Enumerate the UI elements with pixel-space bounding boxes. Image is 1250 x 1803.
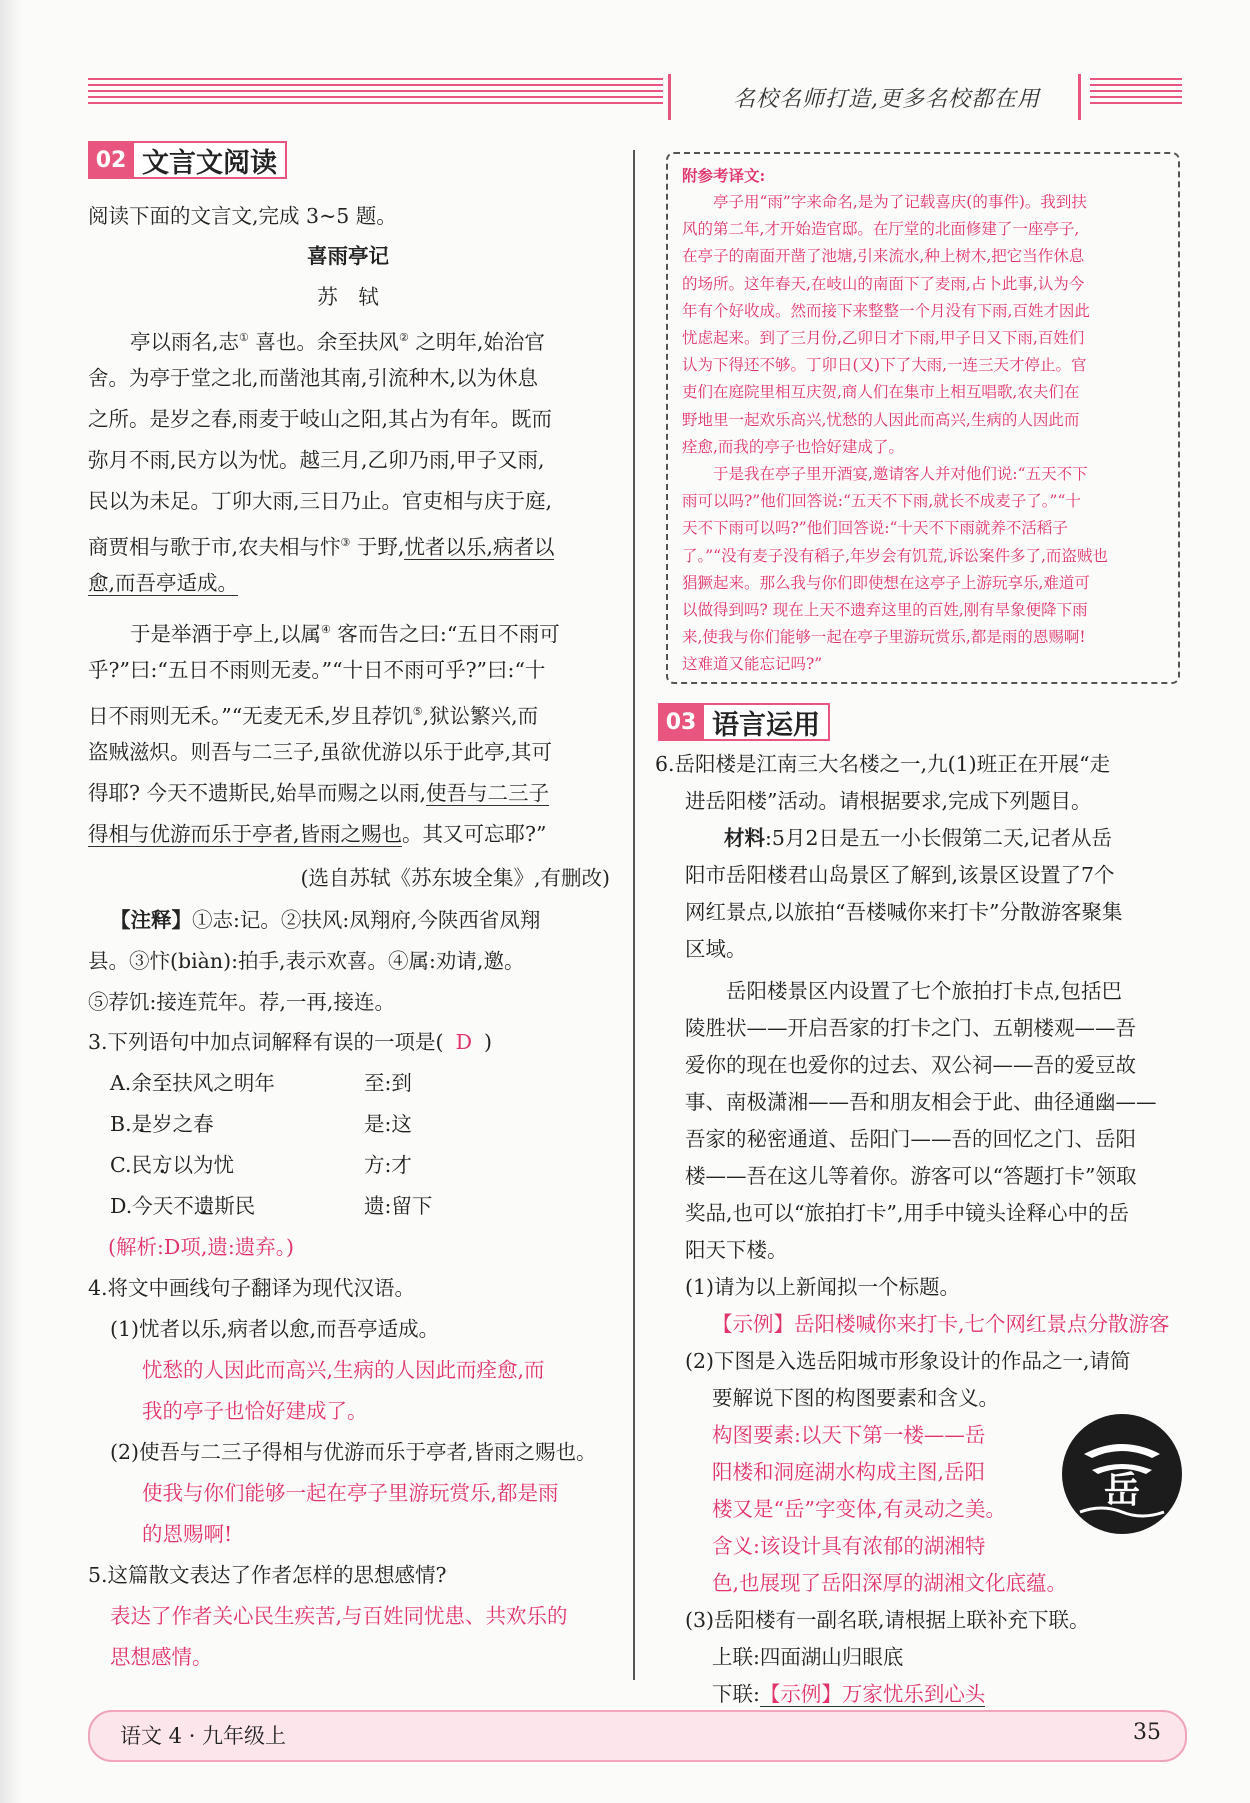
reference-line: 了。”“没有麦子没有稻子,年岁会有饥荒,诉讼案件多了,而盗贼也: [682, 546, 1108, 565]
q6-body-line: 爱你的现在也爱你的过去、双公祠——吾的爱豆故: [685, 1053, 1136, 1077]
material-label: 材料: [724, 826, 765, 850]
reference-line: 的场所。这年春天,在岐山的南面下了麦雨,占卜此事,认为今: [682, 274, 1085, 293]
reference-line: 雨可以吗?”他们回答说:“五天不下雨,就长不成麦子了。”“十: [682, 492, 1081, 511]
couplet-lower-answer: 【示例】万家忧乐到心头: [759, 1682, 986, 1706]
passage-line: 商贾相与歌于市,农夫相与忭③ 于野,忧者以乐,病者以: [88, 534, 555, 559]
notes-label: 【注释】: [110, 908, 192, 932]
q6-material-line: 区域。: [685, 937, 747, 961]
header-slogan: 名校名师打造,更多名校都在用: [733, 87, 1040, 112]
passage-line: 之所。是岁之春,雨麦于岐山之阳,其占为有年。既而: [88, 407, 553, 431]
reference-line: 吏们在庭院里相互庆贺,商人们在集市上相互唱歌,农夫们在: [682, 383, 1080, 402]
reference-line: 风的第二年,才开始造官邸。在厅堂的北面修建了一座亭子,: [682, 220, 1080, 239]
notes-line: 【注释】①志:记。②扶风:凤翔府,今陕西省凤翔: [110, 908, 541, 932]
q4-answer2-line: 的恩赐啊!: [142, 1522, 233, 1546]
section-title: 语言运用: [704, 703, 830, 741]
section-03-heading: [658, 702, 830, 742]
q3-option-c: C.民方以为忧: [110, 1153, 234, 1177]
reference-line: 忧虑起来。到了三月份,乙卯日才下雨,甲子日又下雨,百姓们: [682, 329, 1085, 347]
header-divider-right: [1078, 74, 1081, 120]
svg-text:岳: 岳: [1103, 1469, 1141, 1511]
underlined-sentence-1b: 愈,而吾亭适成。: [88, 571, 239, 595]
reference-line: 痊愈,而我的亭子也恰好建成了。: [682, 437, 904, 456]
section-title: 文言文阅读: [134, 141, 287, 179]
passage-line: 亭以雨名,志① 喜也。余至扶风② 之明年,始治官: [130, 329, 545, 354]
reference-line: 亭子用“雨”字来命名,是为了记载喜庆(的事件)。我到扶: [682, 193, 1087, 211]
underlined-sentence-2b: 得相与优游而乐于亭者,皆雨之赐也: [88, 822, 403, 846]
notes-line: 县。③忭(biàn):拍手,表示欢喜。④属:劝请,邀。: [88, 949, 525, 973]
q6-body-line: 吾家的秘密通道、岳阳门——吾的回忆之门、岳阳: [685, 1127, 1136, 1151]
section-02-heading: [88, 140, 287, 180]
q4-answer1-line: 我的亭子也恰好建成了。: [142, 1399, 368, 1423]
reference-line: 这难道又能忘记吗?”: [682, 655, 823, 674]
q4-sub1: (1)忧者以乐,病者以愈,而吾亭适成。: [110, 1317, 440, 1341]
q6-material-line: 材料:5月2日是五一小长假第二天,记者从岳: [724, 826, 1113, 850]
passage-line: 于是举酒于亭上,以属④ 客而告之曰:“五日不雨可: [130, 621, 560, 646]
q4-answer1-line: 忧愁的人因此而高兴,生病的人因此而痊愈,而: [142, 1358, 545, 1382]
q3-gloss-d: 遗:留下: [364, 1194, 433, 1218]
q6-sub2-line: 要解说下图的构图要素和含义。: [712, 1386, 999, 1410]
passage-line: 得耶? 今天不遗斯民,始旱而赐之以雨,使吾与二三子: [88, 781, 550, 805]
reference-line: 认为下得还不够。丁卯日(又)下了大雨,一连三天才停止。官: [682, 356, 1087, 375]
reference-line: 天不下雨可以吗?”他们回答说:“十天不下雨就养不活稻子: [682, 519, 1068, 538]
passage-author: 苏 轼: [317, 285, 379, 309]
reference-line: 在亭子的南面开凿了池塘,引来流水,种上树木,把它当作休息: [682, 247, 1085, 266]
q3-gloss-b: 是:这: [364, 1112, 412, 1136]
reference-line: 猖獗起来。那么我与你们即使想在这亭子上游玩享乐,难道可: [682, 573, 1090, 592]
q5-answer-line: 思想感情。: [110, 1645, 213, 1669]
couplet-upper: 上联:四面湖山归眼底: [712, 1645, 904, 1669]
q3-answer: D: [455, 1030, 472, 1054]
passage-source: (选自苏轼《苏东坡全集》,有删改): [300, 866, 610, 890]
header-stripes-left: [88, 78, 663, 106]
header-divider-left: [668, 74, 671, 120]
footer-book-title: 语文 4 · 九年级上: [120, 1724, 287, 1748]
reference-line: 来,使我与你们能够一起在亭子里游玩赏乐,都是雨的恩赐啊!: [682, 628, 1086, 647]
q6-body-line: 事、南极潇湘——吾和朋友相会于此、曲径通幽——: [685, 1090, 1157, 1114]
q3-option-a: A.余至扶风之明年: [110, 1071, 275, 1095]
section-number: 03: [658, 703, 704, 741]
q3-explanation: (解析:D项,遗:遗弃。): [108, 1235, 295, 1259]
passage-line: 乎?”曰:“五日不雨则无麦。”“十日不雨可乎?”曰:“十: [88, 658, 546, 682]
q6-body-line: 岳阳楼景区内设置了七个旅拍打卡点,包括巴: [685, 979, 1123, 1003]
reference-line: 于是我在亭子里开酒宴,邀请客人并对他们说:“五天不下: [682, 465, 1088, 483]
passage-line: 日不雨则无禾。”“无麦无禾,岁且荐饥⑤,狱讼繁兴,而: [88, 703, 539, 728]
reference-label: 附参考译文:: [682, 166, 766, 185]
reference-line: 野地里一起欢乐高兴,忧愁的人因此而高兴,生病的人因此而: [682, 410, 1080, 429]
pavilion-wave-icon: [1062, 1414, 1182, 1534]
passage-line: 舍。为亭于堂之北,而凿池其南,引流种木,以为休息: [88, 366, 539, 390]
q6-stem-line: 进岳阳楼”活动。请根据要求,完成下列题目。: [685, 789, 1092, 813]
underlined-sentence-2a: 使吾与二三子: [426, 781, 550, 805]
q3-option-d: D.今天不遗斯民: [110, 1194, 256, 1218]
q3-option-b: B.是岁之春: [110, 1112, 214, 1136]
q6-answer2-line: 构图要素:以天下第一楼——岳: [712, 1423, 986, 1447]
underlined-sentence-1a: 忧者以乐,病者以: [404, 534, 555, 559]
q4-stem: 4.将文中画线句子翻译为现代汉语。: [88, 1276, 416, 1300]
q3-stem: 3.下列语句中加点词解释有误的一项是( D ): [88, 1030, 492, 1054]
q5-stem: 5.这篇散文表达了作者怎样的思想感情?: [88, 1563, 447, 1587]
passage-line: [88, 563, 238, 604]
q3-gloss-a: 至:到: [364, 1071, 412, 1095]
q6-body-line: 阳天下楼。: [685, 1238, 788, 1262]
passage-title: 喜雨亭记: [307, 244, 389, 268]
q6-answer2-line: 色,也展现了岳阳深厚的湖湘文化底蕴。: [712, 1571, 1068, 1595]
intro-text: 阅读下面的文言文,完成 3~5 题。: [88, 204, 397, 228]
q6-body-line: 奖品,也可以“旅拍打卡”,用手中镜头诠释心中的岳: [685, 1201, 1129, 1225]
page-edge-shadow: [0, 0, 22, 1803]
couplet-lower: 下联:【示例】万家忧乐到心头: [712, 1682, 986, 1706]
q6-sub2-line: (2)下图是入选岳阳城市形象设计的作品之一,请简: [685, 1349, 1131, 1373]
q6-answer2-line: 楼又是“岳”字变体,有灵动之美。: [712, 1497, 1006, 1521]
q3-gloss-c: 方:才: [364, 1153, 412, 1177]
notes-line: ⑤荐饥:接连荒年。荐,一再,接连。: [88, 990, 395, 1014]
q6-answer2-line: 阳楼和洞庭湖水构成主图,岳阳: [712, 1460, 986, 1484]
q6-answer2-line: 含义:该设计具有浓郁的湖湘特: [712, 1534, 986, 1558]
reference-line: 年有个好收成。然而接下来整整一个月没有下雨,百姓才因此: [682, 301, 1090, 320]
q6-material-line: 阳市岳阳楼君山岛景区了解到,该景区设置了7个: [685, 863, 1115, 887]
q4-sub2: (2)使吾与二三子得相与优游而乐于亭者,皆雨之赐也。: [110, 1440, 597, 1464]
passage-line: 民以为未足。丁卯大雨,三日乃止。官吏相与庆于庭,: [88, 489, 553, 513]
page-number: 35: [1133, 1720, 1161, 1745]
q6-sub1: (1)请为以上新闻拟一个标题。: [685, 1275, 961, 1299]
q4-answer2-line: 使我与你们能够一起在亭子里游玩赏乐,都是雨: [142, 1481, 559, 1505]
passage-line: 得相与优游而乐于亭者,皆雨之赐也。其又可忘耶?”: [88, 822, 547, 846]
q6-stem-line: 6.岳阳楼是江南三大名楼之一,九(1)班正在开展“走: [655, 752, 1111, 776]
q5-answer-line: 表达了作者关心民生疾苦,与百姓同忧患、共欢乐的: [110, 1604, 568, 1628]
reference-line: 以做得到吗? 现在上天不遗弃这里的百姓,刚有旱象便降下雨: [682, 601, 1088, 619]
passage-line: 弥月不雨,民方以为忧。越三月,乙卯乃雨,甲子又雨,: [88, 448, 545, 472]
watermark-stamp: [349, 1085, 351, 1155]
q6-body-line: 楼——吾在这儿等着你。游客可以“答题打卡”领取: [685, 1164, 1137, 1188]
q6-material-line: 网红景点,以旅拍“吾楼喊你来打卡”分散游客聚集: [685, 900, 1123, 924]
q6-answer1: 【示例】岳阳楼喊你来打卡,七个网红景点分散游客: [712, 1312, 1170, 1336]
section-number: 02: [88, 141, 134, 179]
passage-line: 盗贼滋炽。则吾与二三子,虽欲优游以乐于此亭,其可: [88, 740, 553, 764]
yueyang-logo-image: [1062, 1414, 1182, 1534]
header-stripes-right: [1090, 78, 1182, 106]
q6-sub3: (3)岳阳楼有一副名联,请根据上联补充下联。: [685, 1608, 1090, 1632]
column-divider: [633, 150, 635, 1680]
q6-body-line: 陵胜状——开启吾家的打卡之门、五朝楼观——吾: [685, 1016, 1136, 1040]
